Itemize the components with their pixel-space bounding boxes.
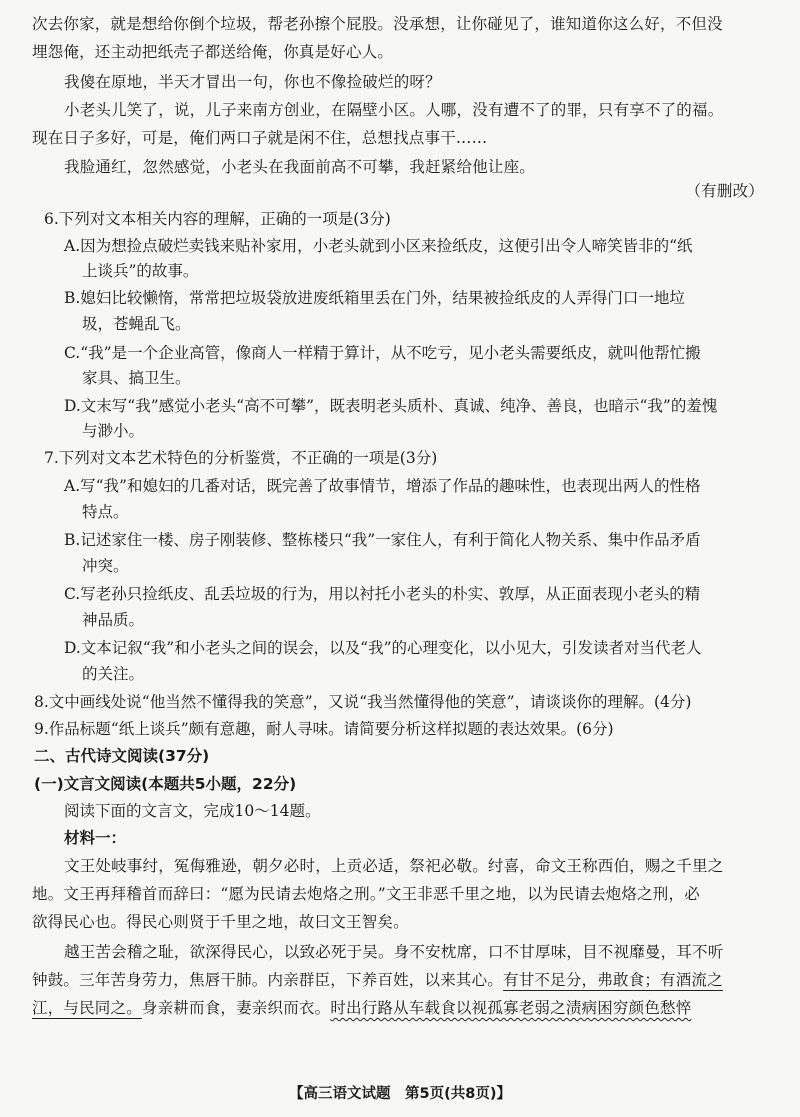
question-6-option-c: 家具、搞卫生。 <box>82 369 191 387</box>
question-6-option-d: 与渺小。 <box>82 422 145 440</box>
story-line: 我傻在原地，半天才冒出一句，你也不像捡破烂的呀？ <box>64 73 441 91</box>
story-line: 次去你家，就是想给你倒个垃圾，帮老孙擦个屁股。没承想，让你碰见了，谁知道你这么好，不但没 <box>32 15 723 33</box>
classical-text-line: 地。文王再拜稽首而辞曰：“愿为民请去炮烙之刑。”文王非恶千里之地，以为民请去炮烙之刑，必 <box>32 885 700 903</box>
question-7-option-b: 冲突。 <box>82 557 129 575</box>
classical-text-segment: 钟鼓。三年苦身劳力，焦唇干肺。内亲群臣，下养百姓，以来其心。 <box>32 971 504 989</box>
question-6-option-a: A.因为想捡点破烂卖钱来贴补家用，小老头就到小区来捡纸皮，这便引出令人啼笑皆非的“纸 <box>64 237 693 255</box>
reading-instruction: 阅读下面的文言文，完成10～14题。 <box>64 802 321 820</box>
story-line: 埋怨俺，还主动把纸壳子都送给俺，你真是好心人。 <box>32 43 394 61</box>
question-7-option-b: B.记述家住一楼、房子刚装修、整栋楼只“我”一家住人，有利于简化人物关系、集中作品矛盾 <box>64 531 701 549</box>
classical-text-line: 欲得民心也。得民心则贤于千里之地，故曰文王智矣。 <box>32 913 409 931</box>
question-7-option-c: C.写老孙只捡纸皮、乱丢垃圾的行为，用以衬托小老头的朴实、敦厚，从正面表现小老头的精 <box>64 585 701 603</box>
classical-text-line <box>32 970 723 990</box>
question-6-option-c: C.“我”是一个企业高管，像商人一样精于算计，从不吃亏，见小老头需要纸皮，就叫他帮忙搬 <box>64 344 701 362</box>
question-8: 8.文中画线处说“他当然不懂得我的笑意”，又说“我当然懂得他的笑意”，请谈谈你的理解。(4分) <box>34 693 692 711</box>
story-line: 现在日子多好，可是，俺们两口子就是闲不住，总想找点事干…… <box>32 129 488 147</box>
question-6-option-b: B.媳妇比较懒惰，常常把垃圾袋放进废纸箱里丢在门外，结果被捡纸皮的人弄得门口一地垃 <box>64 289 685 307</box>
classical-text-segment: 身亲耕而食，妻亲织而衣。 <box>141 999 331 1017</box>
question-7-option-a: 特点。 <box>82 503 129 521</box>
question-6-option-d: D.文末写“我”感觉小老头“高不可攀”，既表明老头质朴、真诚、纯净、善良，也暗示“我”的羞愧 <box>64 397 718 415</box>
question-6-stem: 6.下列对文本相关内容的理解，正确的一项是(3分) <box>44 210 391 228</box>
question-7-option-c: 神品质。 <box>82 611 145 629</box>
story-line: 小老头儿笑了，说，儿子来南方创业，在隔壁小区。人哪，没有遭不了的罪，只有享不了的福。 <box>64 101 724 119</box>
wavy-underlined-sentence: 时出行路从车载食以视孤寡老弱之渍病困穷颜色愁悴 <box>330 999 692 1017</box>
edit-note: （有删改） <box>685 182 764 200</box>
classical-text-line: 文王处岐事纣，冤侮雅逊，朝夕必时，上贡必适，祭祀必敬。纣喜，命文王称西伯，赐之千里之 <box>64 857 724 875</box>
question-7-option-d: 的关注。 <box>82 665 145 683</box>
question-7-option-a: A.写“我”和媳妇的几番对话，既完善了故事情节，增添了作品的趣味性，也表现出两人的性格 <box>64 477 701 495</box>
subsection-title: (一)文言文阅读(本题共5小题，22分) <box>34 775 297 793</box>
page-footer: 【高三语文试题 第5页(共8页)】 <box>289 1086 511 1102</box>
question-6-option-b: 圾，苍蝇乱飞。 <box>82 315 191 333</box>
material-label: 材料一： <box>64 829 127 847</box>
question-6-option-a: 上谈兵”的故事。 <box>82 262 199 280</box>
story-line: 我脸通红，忽然感觉，小老头在我面前高不可攀，我赶紧给他让座。 <box>64 158 536 176</box>
classical-text-line: 越王苦会稽之耻，欲深得民心，以致必死于吴。身不安枕席，口不甘厚味，目不视靡曼，耳不听 <box>64 943 724 961</box>
question-9: 9.作品标题“纸上谈兵”颇有意趣，耐人寻味。请简要分析这样拟题的表达效果。(6分) <box>34 720 614 738</box>
question-7-option-d: D.文本记叙“我”和小老头之间的误会，以及“我”的心理变化，以小见大，引发读者对当代老人 <box>64 639 702 657</box>
question-7-stem: 7.下列对文本艺术特色的分析鉴赏，不正确的一项是(3分) <box>44 449 438 467</box>
classical-text-line <box>32 998 691 1018</box>
section-title: 二、古代诗文阅读(37分) <box>34 747 210 765</box>
underlined-sentence: 有甘不足分，弗敢食；有酒流之 <box>503 971 723 989</box>
underlined-sentence: 江，与民同之。 <box>32 999 142 1017</box>
